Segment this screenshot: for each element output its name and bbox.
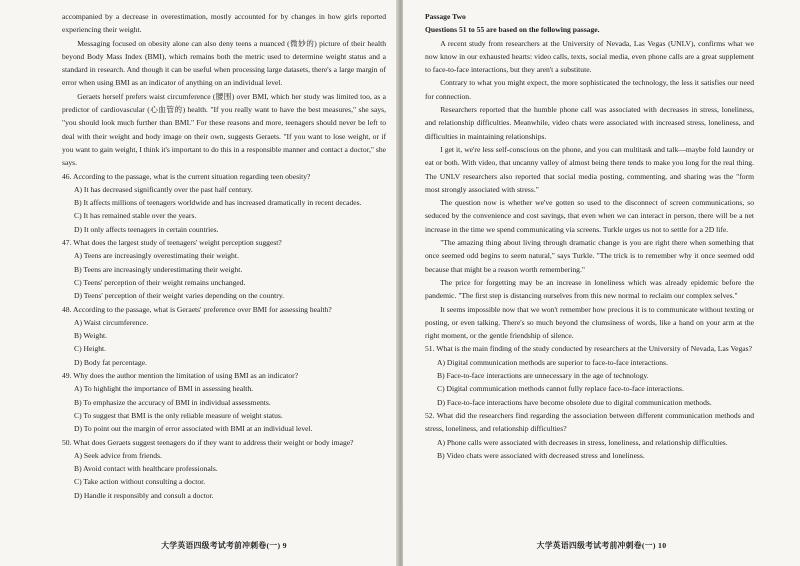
passage-paragraph: The question now is whether we've gotten so used to the disconnect of screen communications, so seduced by the convenience and cost savings, that even when we can interact in person, there will be a net increase in the time we spend communicating via screens. Turkle urges us not to settle for a 2D life. bbox=[425, 198, 754, 234]
question-stem: 51. What is the main finding of the study conducted by researchers at the University of Nevada, Las Vegas? bbox=[425, 344, 752, 354]
question-51 bbox=[425, 342, 754, 408]
question-stem: 48. According to the passage, what is Geraets' preference over BMI for assessing health? bbox=[62, 304, 332, 314]
answer-option: D) Face-to-face interactions have become obsolete due to digital communication methods. bbox=[437, 397, 712, 407]
answer-option: C) Take action without consulting a doctor. bbox=[74, 477, 206, 487]
answer-option: D) Body fat percentage. bbox=[74, 357, 147, 367]
question-stem: 52. What did the researchers find regarding the association between different communication methods and stress, loneliness, and relationship difficulties? bbox=[425, 410, 754, 434]
left-page bbox=[0, 0, 398, 566]
answer-option: B) Face-to-face interactions are unnecessary in the age of technology. bbox=[437, 371, 649, 381]
answer-option: A) To highlight the importance of BMI in assessing health. bbox=[74, 384, 254, 394]
answer-option: D) It only affects teenagers in certain countries. bbox=[74, 224, 219, 234]
answer-option: B) Teens are increasingly underestimating their weight. bbox=[74, 264, 243, 274]
passage-paragraph: I get it, we're less self-conscious on the phone, and you can multitask and talk—maybe fold laundry or eat or both. With video, that uncanny valley of almost being there tends to make you long for the real thing. The UNLV researchers also reported that social media posting, commenting, and sharing was the "form most strongly associated with stress." bbox=[425, 144, 754, 194]
question-48 bbox=[62, 303, 386, 369]
question-stem: 46. According to the passage, what is the current situation regarding teen obesity? bbox=[62, 171, 311, 181]
answer-option: B) Weight. bbox=[74, 331, 107, 341]
section-intro: Questions 51 to 55 are based on the following passage. bbox=[425, 25, 600, 35]
question-52 bbox=[425, 409, 754, 462]
question-stem: 47. What does the largest study of teenagers' weight perception suggest? bbox=[62, 238, 282, 248]
answer-option: A) Seek advice from friends. bbox=[74, 450, 162, 460]
answer-option: D) To point out the margin of error associated with BMI at an individual level. bbox=[74, 424, 313, 434]
answer-option: A) Waist circumference. bbox=[74, 317, 149, 327]
answer-option: A) It has decreased significantly over the past half century. bbox=[74, 184, 253, 194]
question-stem: 50. What does Geraets suggest teenagers do if they want to address their weight or body image? bbox=[62, 437, 354, 447]
passage-paragraph: accompanied by a decrease in overestimation, mostly accounted for by changes in how girls reported experiencing their weight. bbox=[62, 12, 386, 35]
answer-option: A) Teens are increasingly overestimating their weight. bbox=[74, 251, 239, 261]
answer-option: C) It has remained stable over the years. bbox=[74, 211, 197, 221]
passage-paragraph: "The amazing thing about living through dramatic change is you are right there when something that once seemed odd begins to seem natural," says Turkle. "The trick is to remember why it once seemed odd because that might be a reason worth remembering." bbox=[425, 238, 754, 274]
section-title: Passage Two bbox=[425, 12, 466, 21]
answer-option: C) Height. bbox=[74, 344, 107, 354]
passage-paragraph: It seems impossible now that we won't remember how precious it is to communicate without texting or posting, or even talking. There's so much beyond the clumsiness of words, like a hand on your arm at the right moment, or the gentle friendship of silence. bbox=[425, 304, 754, 341]
answer-option: C) Digital communication methods cannot fully replace face-to-face interactions. bbox=[437, 384, 684, 394]
page-footer: 大学英语四级考试考前冲刺卷(一) 9 bbox=[161, 540, 287, 550]
answer-option: C) To suggest that BMI is the only reliable measure of weight status. bbox=[74, 410, 283, 420]
question-stem: 49. Why does the author mention the limitation of using BMI as an indicator? bbox=[62, 371, 299, 381]
question-50 bbox=[62, 436, 386, 502]
right-page bbox=[403, 0, 800, 566]
answer-option: D) Teens' perception of their weight varies depending on the country. bbox=[74, 291, 285, 301]
answer-option: C) Teens' perception of their weight remains unchanged. bbox=[74, 277, 246, 287]
passage-paragraph: Contrary to what you might expect, the more sophisticated the technology, the less it satisfies our need for connection. bbox=[425, 78, 754, 101]
answer-option: B) Avoid contact with healthcare professionals. bbox=[74, 464, 218, 474]
passage-paragraph: Geraets herself prefers waist circumference (腰围) over BMI, which her study was limited too, as a predictor of cardiovascular (心血管的) health. "If you really want to have the best measures," she says, "you should look much further than BMI." For these reasons and more, teenagers should never be left to deal with their weight and body image on their own, suggests Geraets. "If you want to lose weight, or if you want to gain weight, I think it's important to do this in a responsible manner and contact a doctor," she says. bbox=[62, 91, 386, 168]
answer-option: A) Digital communication methods are superior to face-to-face interactions. bbox=[437, 357, 668, 367]
passage-paragraph: Messaging focused on obesity alone can also deny teens a nuanced (微妙的) picture of their health beyond Body Mass Index (BMI), which remains both the metric used to determine weight status and a standard in research. And though it can be useful when processing large datasets, there's a large margin of error when using BMI as an indicator of anything on an individual level. bbox=[62, 38, 386, 88]
answer-option: A) Phone calls were associated with decreases in stress, loneliness, and relationship difficulties. bbox=[437, 437, 728, 447]
passage-paragraph: Researchers reported that the humble phone call was associated with decreases in stress, loneliness, and relationship difficulties. Meanwhile, video chats were associated with increased stress, loneliness, and difficulties in maintaining relationships. bbox=[425, 105, 754, 141]
question-46 bbox=[62, 170, 386, 236]
answer-option: B) It affects millions of teenagers worldwide and has increased dramatically in recent decades. bbox=[74, 198, 362, 208]
question-49 bbox=[62, 369, 386, 435]
answer-option: B) To emphasize the accuracy of BMI in individual assessments. bbox=[74, 397, 271, 407]
answer-option: B) Video chats were associated with decreased stress and loneliness. bbox=[437, 450, 645, 460]
answer-option: D) Handle it responsibly and consult a doctor. bbox=[74, 490, 214, 500]
passage-paragraph: The price for forgetting may be an increase in loneliness which was already epidemic before the pandemic. "The first step is distancing ourselves from this new normal to reclaim our complex selves." bbox=[425, 277, 754, 301]
page-footer: 大学英语四级考试考前冲刺卷(一) 10 bbox=[536, 540, 667, 550]
passage-paragraph: A recent study from researchers at the University of Nevada, Las Vegas (UNLV), confirms what we now know in our exhausted hearts: video calls, texts, social media, even phone calls are a great supplement to face-to-face interactions, but they aren't a substitute. bbox=[425, 38, 754, 75]
question-47 bbox=[62, 236, 386, 302]
